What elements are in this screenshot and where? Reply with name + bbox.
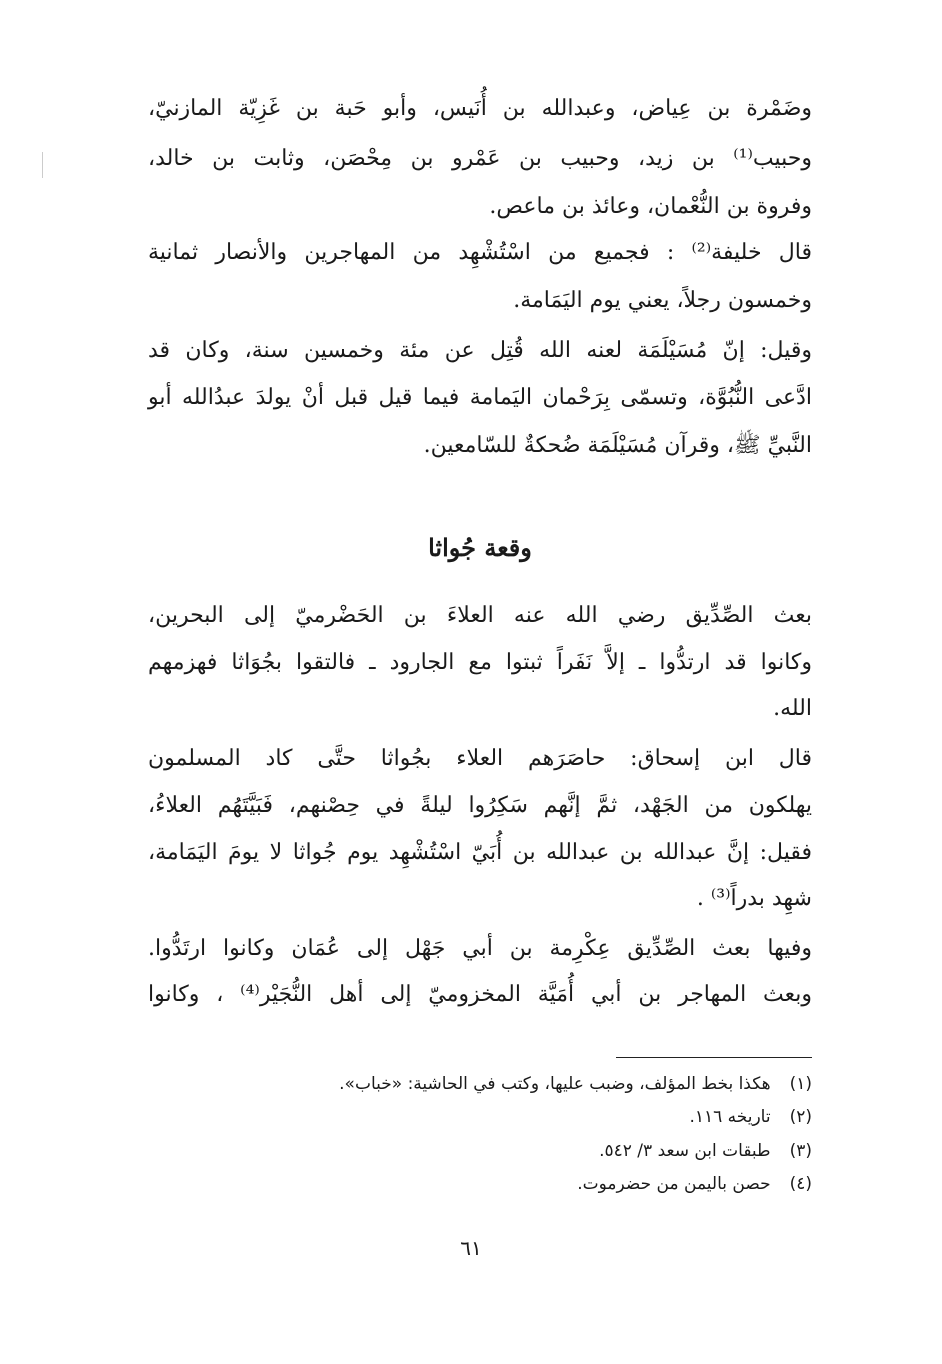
text-line: وفيها بعث الصِّدِّيق عِكْرِمة بن أبي جَهْل إلى عُمَان وكانوا ارتَدُّوا. <box>148 936 812 961</box>
section-heading: وقعة جُواثا <box>428 533 532 562</box>
footnote-item <box>599 1141 812 1161</box>
text-line: يهلكون من الجَهْد، ثمَّ إنَّهم سَكِرُوا ليلةً في حِصْنهم، فَبَيَّتَهُم العلاءُ، <box>148 793 812 818</box>
footnote-item <box>339 1074 812 1094</box>
footnote-item <box>689 1107 812 1127</box>
text-line: وكانوا قد ارتدُّوا ـ إلاَّ نَفَراً ثبتوا مع الجارود ـ فالتقوا بجُوَاثا فهزمهم <box>148 650 812 675</box>
text-line: وفروة بن النُّعْمان، وعائذ بن ماعص. <box>489 194 812 219</box>
text-line: وقيل: إنّ مُسَيْلَمَة لعنه الله قُتِل عن مئة وخمسين سنة، وكان قد <box>148 338 812 363</box>
footnote-number: (٤) <box>789 1174 812 1194</box>
footnote-item <box>577 1174 812 1194</box>
text-line: ادَّعى النُّبُوَّة، وتسمّى بِرَحْمان اليَمامة فيما قيل قبل أنْ يولدَ عبدُالله أبو <box>148 385 812 410</box>
footnote-text: هكذا بخط المؤلف، وضبب عليها، وكتب في الحاشية: «خباب». <box>339 1074 771 1094</box>
text-line: وخمسون رجلاً، يعني يوم اليَمَامة. <box>513 288 812 313</box>
footnote-text: حصن باليمن من حضرموت. <box>577 1174 771 1194</box>
text-line: وبعث المهاجر بن أبي أُمَيَّة المخزوميّ إلى أهل النُّجَيْر⁽⁴⁾ ، وكانوا <box>148 982 812 1007</box>
text-line: شهِد بدراً⁽³⁾ . <box>696 886 812 911</box>
text-line: الله. <box>773 696 812 721</box>
footnote-text: تاريخه ١١٦. <box>689 1107 771 1127</box>
text-line: وحبيب⁽¹⁾ بن زيد، وحبيب بن عَمْرو بن مِحْصَن، وثابت بن خالد، <box>148 146 812 171</box>
footnote-number: (٢) <box>789 1107 812 1127</box>
text-line: قال ابن إسحاق: حاصَرَهم العلاء بجُواثا حتَّى كاد المسلمون <box>148 746 812 771</box>
footnote-number: (٣) <box>789 1141 812 1161</box>
text-line: فقيل: إنَّ عبدالله بن عبدالله بن أُبَيّ اسْتُشْهِد يوم جُواثا لا يومَ اليَمَامة، <box>148 840 812 865</box>
page-number: ٦١ <box>460 1236 482 1260</box>
text-line: النَّبيِّ ﷺ، وقرآن مُسَيْلَمَة ضُحكةٌ للسّامعين. <box>423 433 812 458</box>
text-line: وضَمْرة بن عِياض، وعبدالله بن أُنَيس، وأبو حَبة بن غَزِيّة المازنيّ، <box>148 96 812 121</box>
margin-mark <box>42 152 43 178</box>
text-line: قال خليفة⁽²⁾ : فجميع من اسْتُشْهِد من المهاجرين والأنصار ثمانية <box>148 240 812 265</box>
footnote-text: طبقات ابن سعد ٣/ ٥٤٢. <box>599 1141 771 1161</box>
footnote-separator <box>616 1057 812 1058</box>
footnote-number: (١) <box>789 1074 812 1094</box>
text-line: بعث الصِّدِّيق رضي الله عنه العلاءَ بن الحَضْرميّ إلى البحرين، <box>148 603 812 628</box>
